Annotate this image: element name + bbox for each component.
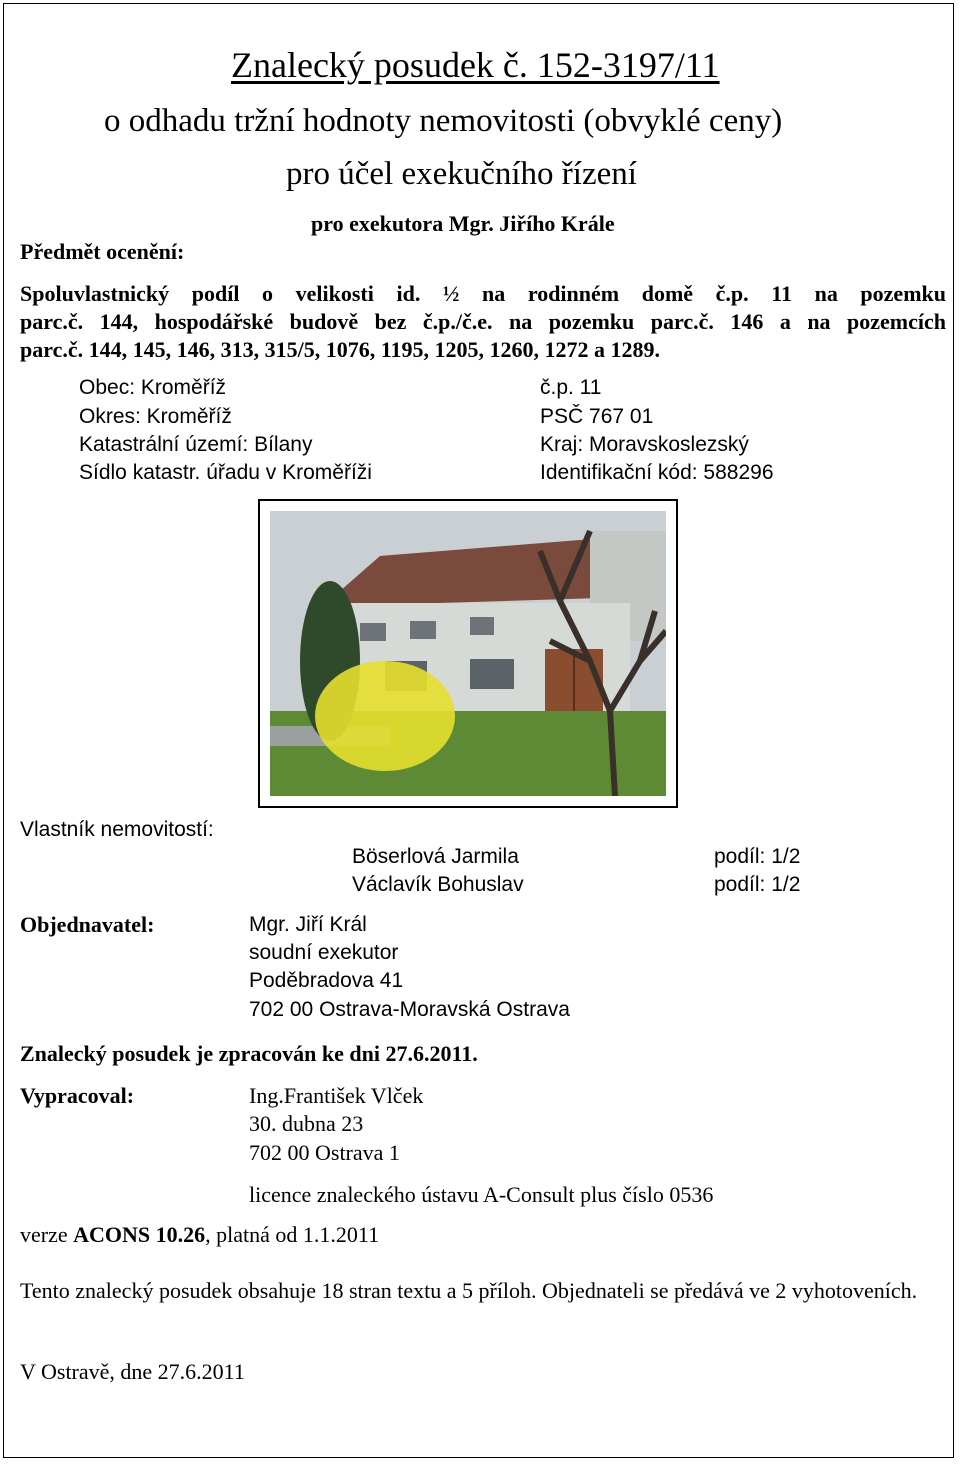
client-line: Poděbradova 41 <box>249 969 404 992</box>
author-line: 30. dubna 23 <box>249 1111 364 1136</box>
owners-label: Vlastník nemovitostí: <box>20 818 214 841</box>
client-label: Objednavatel: <box>20 912 155 937</box>
version-name: ACONS 10.26 <box>73 1222 206 1247</box>
owner-share: podíl: 1/2 <box>714 845 801 868</box>
house-illustration <box>270 511 666 796</box>
author-line: 702 00 Ostrava 1 <box>249 1140 400 1165</box>
contents-statement: Tento znalecký posudek obsahuje 18 stran textu a 5 příloh. Objednateli se předává ve 2 vyhotoveních. <box>20 1278 918 1303</box>
version-suffix: , platná od 1.1.2011 <box>205 1222 380 1247</box>
client-line: 702 00 Ostrava-Moravská Ostrava <box>249 998 570 1021</box>
owner-name: Böserlová Jarmila <box>352 845 519 868</box>
sidlo-katastralniho-uradu: Sídlo katastr. úřadu v Kroměříži <box>79 461 372 484</box>
document-purpose: pro účel exekučního řízení <box>286 156 637 192</box>
client-line: Mgr. Jiří Král <box>249 913 367 936</box>
kraj: Kraj: Moravskoslezský <box>540 433 749 456</box>
client-line: soudní exekutor <box>249 941 399 964</box>
document-title: Znalecký posudek č. 152-3197/11 <box>231 45 720 85</box>
subject-label: Předmět ocenění: <box>20 239 185 264</box>
window <box>360 623 386 641</box>
okres: Okres: Kroměříž <box>79 405 232 428</box>
window <box>470 617 494 635</box>
owner-share: podíl: 1/2 <box>714 873 801 896</box>
owner-name: Václavík Bohuslav <box>352 873 524 896</box>
forsythia-bush <box>315 661 455 771</box>
katastralni-uzemi: Katastrální území: Bílany <box>79 433 313 456</box>
obec: Obec: Kroměříž <box>79 376 227 399</box>
cislo-popisne: č.p. 11 <box>540 376 602 399</box>
valuation-date-statement: Znalecký posudek je zpracován ke dni 27.6.2011. <box>20 1041 478 1066</box>
software-version <box>20 1222 379 1248</box>
identifikacni-kod: Identifikační kód: 588296 <box>540 461 774 484</box>
subject-line-3: parc.č. 144, 145, 146, 313, 315/5, 1076, 1195, 1205, 1260, 1272 a 1289. <box>20 337 661 362</box>
window <box>470 659 514 689</box>
subject-line-1: Spoluvlastnický podíl o velikosti id. ½ na rodinném domě č.p. 11 na pozemku <box>20 281 946 306</box>
author-line: Ing.František Vlček <box>249 1083 424 1108</box>
document-subtitle: o odhadu tržní hodnoty nemovitosti (obvyklé ceny) <box>104 103 783 139</box>
for-executor: pro exekutora Mgr. Jiřího Krále <box>311 211 615 236</box>
version-prefix: verze <box>20 1222 74 1247</box>
licence-line: licence znaleckého ústavu A-Consult plus číslo 0536 <box>249 1182 714 1207</box>
psc: PSČ 767 01 <box>540 405 654 428</box>
author-label: Vypracoval: <box>20 1083 135 1108</box>
subject-line-2: parc.č. 144, hospodářské budově bez č.p./č.e. na pozemku parc.č. 146 a na pozemcích <box>20 309 946 334</box>
place-and-date: V Ostravě, dne 27.6.2011 <box>20 1359 245 1384</box>
property-photo <box>258 499 678 808</box>
window <box>410 621 436 639</box>
